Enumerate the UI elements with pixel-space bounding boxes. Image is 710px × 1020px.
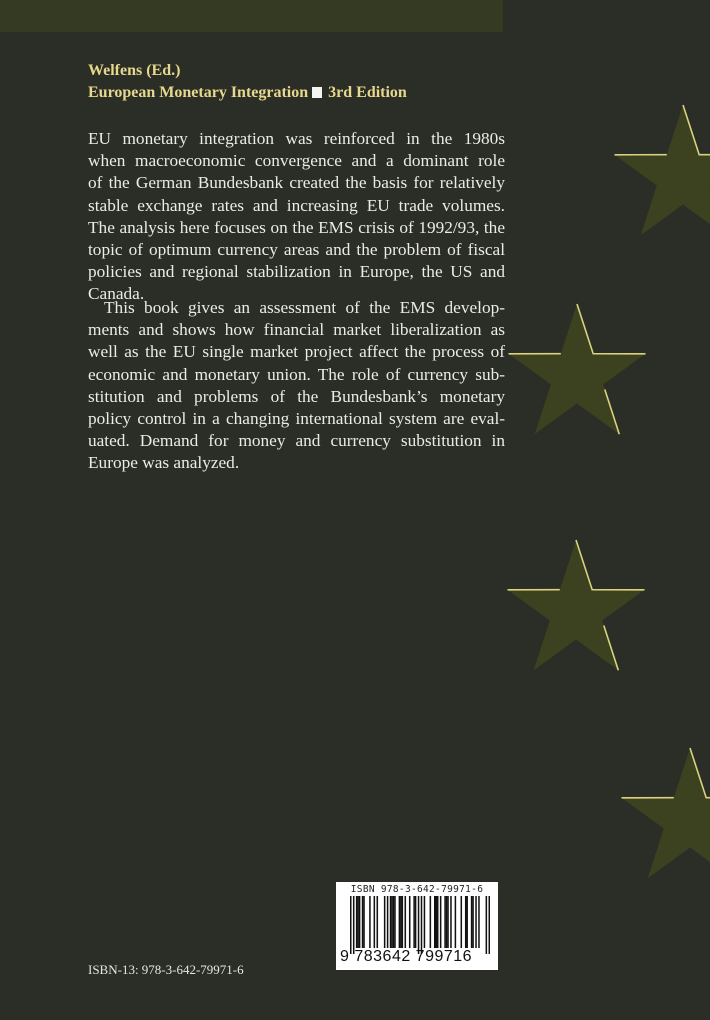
barcode-bar: [369, 896, 371, 948]
barcode-bar: [374, 896, 376, 948]
paragraph-line: economic and monetary union. The role of currency sub-: [88, 364, 505, 384]
paragraph-line: Canada.: [88, 284, 145, 304]
barcode-bar: [390, 896, 392, 948]
star-icon: [615, 105, 710, 235]
paragraph-line: This book gives an assessment of the EMS develop-: [104, 298, 505, 317]
barcode-bar: [489, 896, 490, 954]
barcode-bar: [446, 896, 448, 948]
paragraph-line: stitution and problems of the Bundesbank’s monetary: [88, 386, 505, 406]
paragraph-line: ments and shows how financial market liberalization as: [88, 320, 505, 340]
edition-label: 3rd Edition: [328, 84, 407, 101]
barcode-bar: [399, 896, 401, 948]
isbn-13-label: ISBN-13: 978-3-642-79971-6: [88, 962, 244, 977]
barcode-bar: [461, 896, 463, 948]
book-header: [88, 60, 407, 104]
barcode-bar: [435, 896, 437, 948]
paragraph-line: when macroeconomic convergence and a dominant role: [88, 151, 505, 171]
barcode-bar: [353, 896, 355, 954]
barcode-digits: 9 783642 799716: [340, 948, 473, 965]
barcode-isbn-text: ISBN 978-3-642-79971-6: [350, 884, 484, 895]
barcode-bar: [475, 896, 477, 948]
barcode-bar: [471, 896, 473, 948]
barcode-bars: [350, 896, 490, 954]
paragraph-line: policies and regional stabilization in Europe, the US and: [88, 262, 505, 282]
barcode-bar: [359, 896, 361, 948]
barcode-bar: [444, 896, 446, 948]
star-icon: [509, 304, 646, 434]
paragraph-line: Europe was analyzed.: [88, 453, 240, 473]
book-title-line: [88, 82, 407, 104]
barcode-bar: [450, 896, 452, 948]
paragraph-line: EU monetary integration was reinforced in the 1980s: [88, 129, 505, 148]
barcode-bar: [447, 896, 449, 948]
paragraph-line: stable exchange rates and increasing EU trade volumes.: [88, 195, 505, 215]
square-bullet-icon: [312, 87, 322, 98]
barcode-bar: [455, 896, 457, 948]
star-icon: [508, 540, 645, 670]
barcode-bar: [393, 896, 395, 948]
barcode-bar: [356, 896, 358, 948]
isbn-barcode: [336, 882, 498, 970]
barcode-bar: [363, 896, 365, 948]
barcode-bar: [377, 896, 379, 948]
barcode-bar: [421, 896, 423, 954]
barcode-bar: [472, 896, 474, 948]
barcode-bar: [394, 896, 396, 948]
barcode-bar: [418, 896, 420, 954]
barcode-bar: [424, 896, 426, 948]
barcode-bar: [430, 896, 432, 948]
paragraph-line: topic of optimum currency areas and the problem of fiscal: [88, 240, 505, 260]
barcode-bar: [434, 896, 436, 948]
barcode-bar: [440, 896, 442, 948]
barcode-bar: [466, 896, 468, 948]
barcode-bar: [415, 896, 417, 948]
paragraph-line: uated. Demand for money and currency substitution in: [88, 431, 505, 451]
barcode-bar: [478, 896, 480, 948]
barcode-bar: [409, 896, 411, 948]
author-label: Welfens (Ed.): [88, 62, 181, 79]
barcode-bar: [402, 896, 404, 948]
barcode-bar: [486, 896, 488, 954]
barcode-bar: [384, 896, 386, 948]
paragraph-line: policy control in a changing international system are eval-: [88, 409, 505, 429]
description-paragraph-1: [88, 128, 505, 306]
barcode-bar: [357, 896, 359, 948]
barcode-bar: [387, 896, 389, 948]
paragraph-line: well as the EU single market project affect the process of: [88, 342, 505, 362]
barcode-bar: [405, 896, 407, 948]
barcode-bar: [400, 896, 402, 948]
description-paragraph-2: [88, 297, 505, 475]
barcode-bar: [465, 896, 467, 948]
barcode-bar: [362, 896, 364, 948]
paragraph-line: of the German Bundesbank created the basis for relatively: [88, 173, 505, 193]
barcode-bar: [413, 896, 415, 948]
paragraph-line: The analysis here focuses on the EMS crisis of 1992/93, the: [88, 217, 505, 237]
barcode-bar: [350, 896, 352, 954]
barcode-bar: [391, 896, 393, 948]
book-title: European Monetary Integration: [88, 84, 309, 101]
star-icon: [622, 748, 710, 878]
barcode-bar: [437, 896, 439, 948]
